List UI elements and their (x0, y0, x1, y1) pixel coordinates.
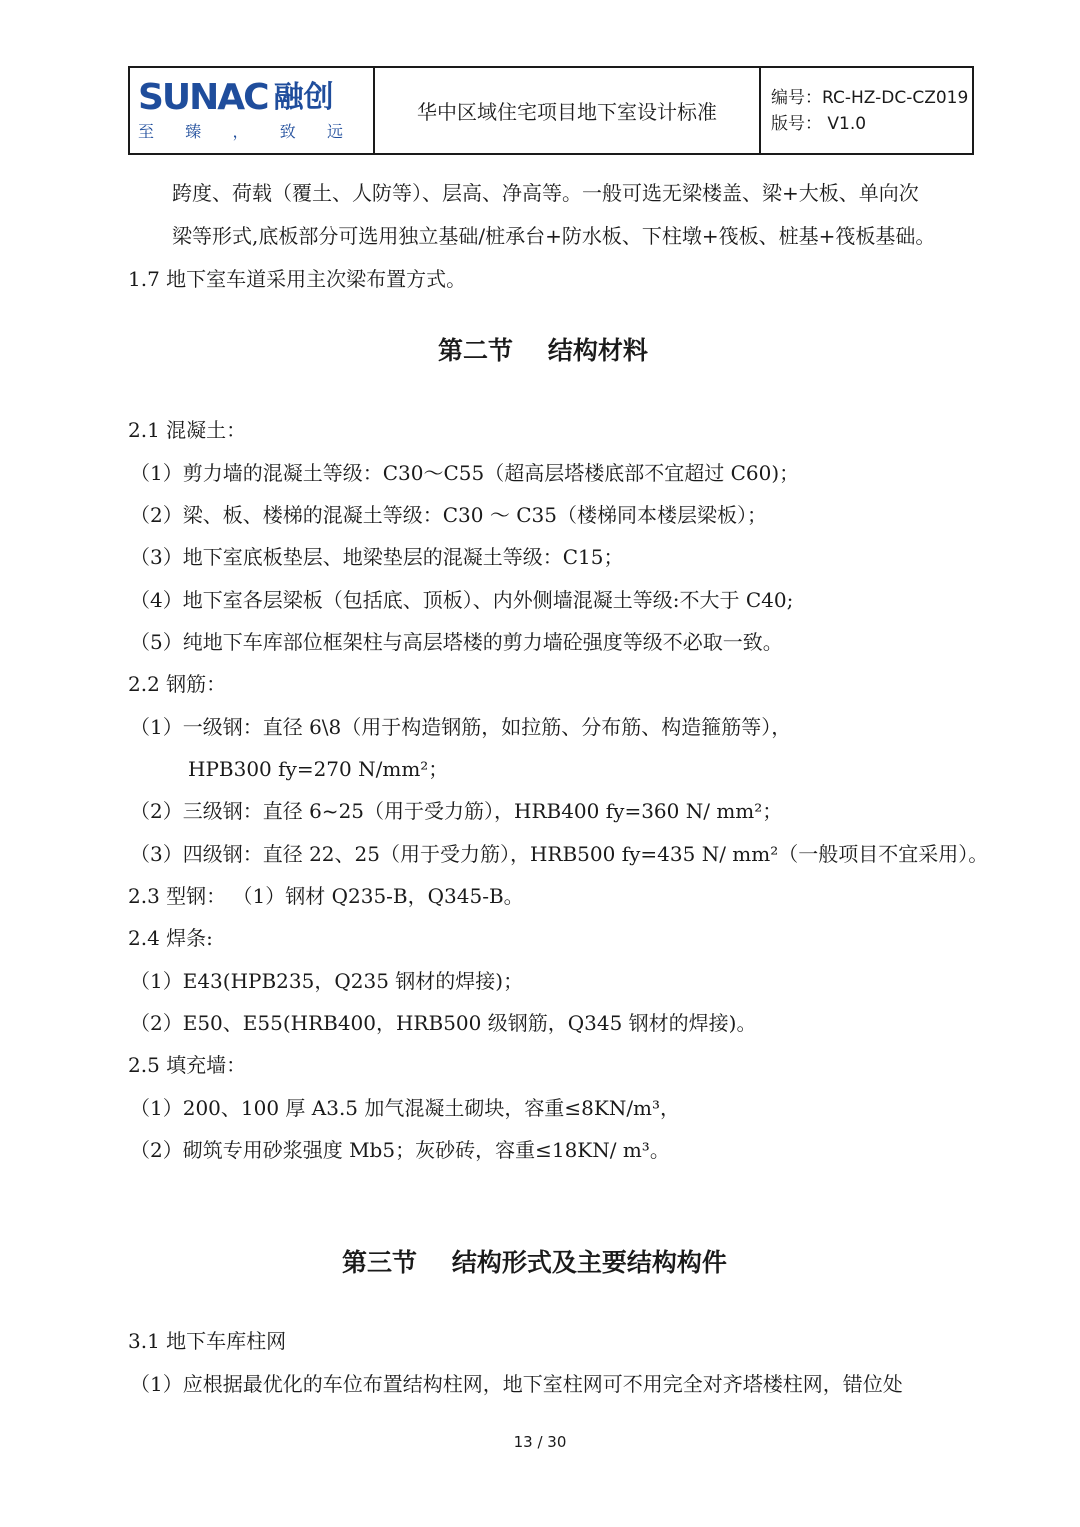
document-version: 版号： V1.0 (771, 113, 867, 134)
body-line: 2.2 钢筋： (128, 672, 227, 696)
body-line: （1）E43(HPB235，Q235 钢材的焊接)； (130, 969, 524, 993)
section-title-structure: 第三节 结构形式及主要结构构件 (342, 1248, 727, 1277)
body-line: 2.5 填充墙： (128, 1053, 247, 1077)
logo-text-cn: 融创 (273, 80, 334, 115)
document-code: 编号：RC-HZ-DC-CZ019 (771, 87, 969, 108)
document-meta (761, 68, 972, 153)
page-number: 13 / 30 (513, 1433, 567, 1451)
body-line: 3.1 地下车库柱网 (128, 1329, 287, 1353)
logo-slogan: 至 臻 ， 致 远 (138, 122, 343, 141)
body-line: HPB300 fy=270 N/mm²； (188, 757, 449, 781)
body-line: 梁等形式,底板部分可选用独立基础/桩承台+防水板、下柱墩+筏板、桩基+筏板基础。 (172, 224, 936, 248)
body-line: （3）四级钢：直径 22、25（用于受力筋），HRB500 fy=435 N/ mm²（一般项目不宜采用）。 (130, 842, 989, 866)
body-line: 2.1 混凝土： (128, 418, 247, 442)
section-title-materials: 第二节 结构材料 (438, 336, 648, 365)
document-header (128, 66, 974, 155)
body-line: （1）一级钢：直径 6\8（用于构造钢筋，如拉筋、分布筋、构造箍筋等）， (130, 715, 792, 739)
body-line: （1）200、100 厚 A3.5 加气混凝土砌块，容重≤8KN/m³， (130, 1096, 681, 1120)
body-line: （2）E50、E55(HRB400，HRB500 级钢筋，Q345 钢材的焊接)。 (130, 1011, 757, 1035)
body-line: （5）纯地下车库部位框架柱与高层塔楼的剪力墙砼强度等级不必取一致。 (130, 630, 783, 654)
body-line: （2）砌筑专用砂浆强度 Mb5；灰砂砖，容重≤18KN/ m³。 (130, 1138, 670, 1162)
body-line: 2.3 型钢： （1）钢材 Q235-B，Q345-B。 (128, 884, 524, 908)
body-line: 1.7 地下室车道采用主次梁布置方式。 (128, 267, 467, 291)
body-line: （4）地下室各层梁板（包括底、顶板）、内外侧墙混凝土等级:不大于 C40; (130, 588, 794, 612)
body-line: （1）剪力墙的混凝土等级：C30～C55（超高层塔楼底部不宜超过 C60)； (130, 461, 800, 485)
body-line: （1）应根据最优化的车位布置结构柱网，地下室柱网可不用完全对齐塔楼柱网，错位处 (130, 1372, 903, 1396)
body-line: （3）地下室底板垫层、地梁垫层的混凝土等级：C15； (130, 545, 624, 569)
body-line: 跨度、荷载（覆土、人防等）、层高、净高等。一般可选无梁楼盖、梁+大板、单向次 (172, 181, 919, 205)
body-line: 2.4 焊条: (128, 926, 213, 950)
company-logo (130, 68, 375, 153)
document-title: 华中区域住宅项目地下室设计标准 (375, 68, 761, 153)
body-line: （2）三级钢：直径 6~25（用于受力筋），HRB400 fy=360 N/ mm²； (130, 799, 783, 823)
body-line: （2）梁、板、楼梯的混凝土等级：C30 ～ C35（楼梯同本楼层梁板）； (130, 503, 767, 527)
logo-text-en: SUNAC (138, 77, 268, 118)
